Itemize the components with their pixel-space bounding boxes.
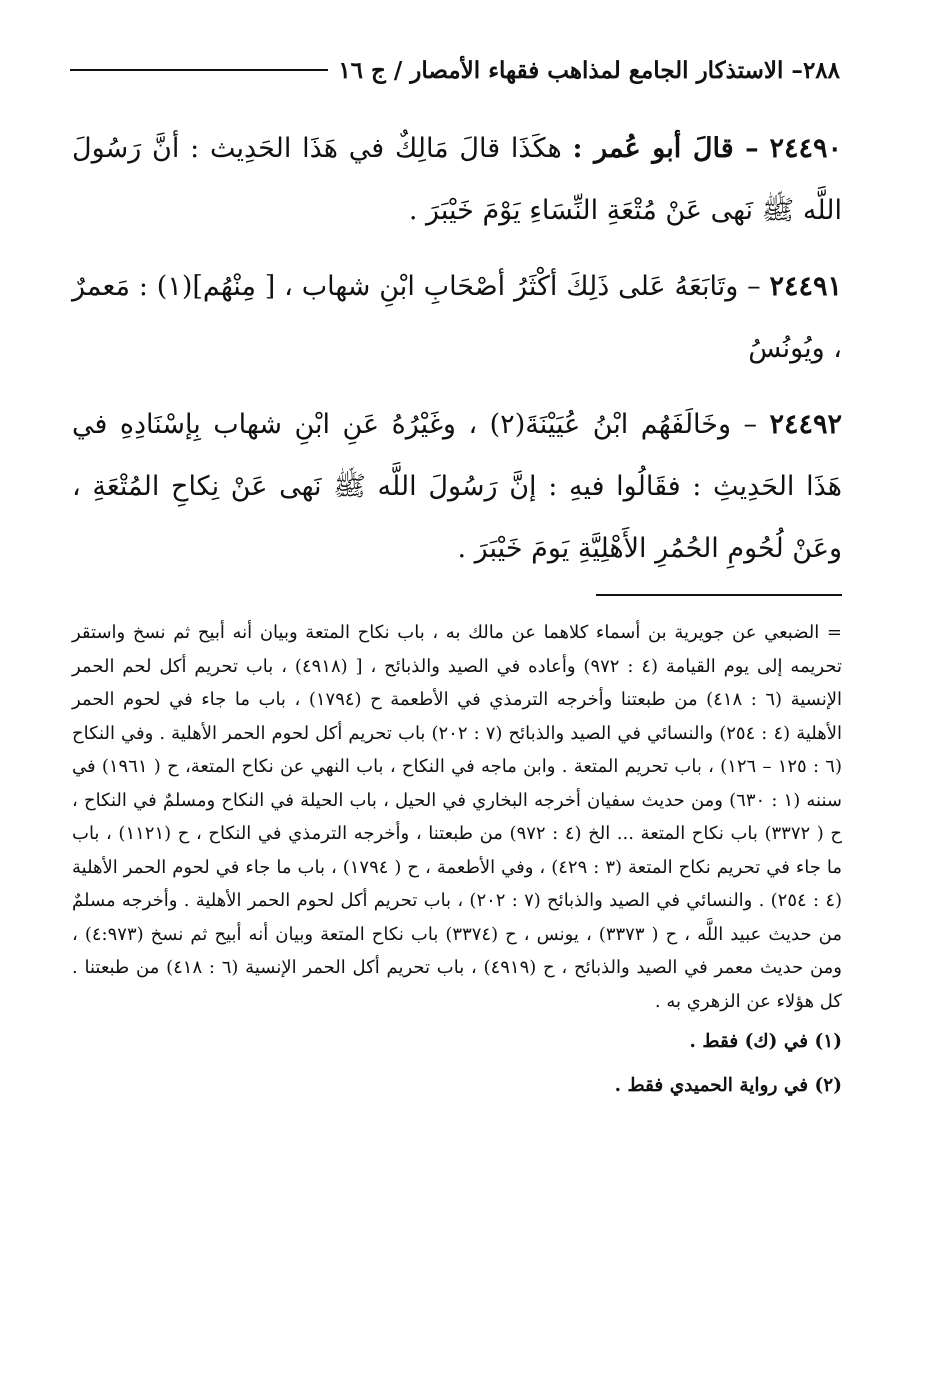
header-page-number: ٢٨٨ (802, 56, 840, 84)
header-rule (70, 69, 328, 71)
paragraph-number: ٢٤٤٩٠ (769, 133, 842, 164)
running-header (70, 48, 840, 92)
paragraph-number: ٢٤٤٩٢ (769, 409, 842, 440)
footnote-continuation: = الضبعي عن جويرية بن أسماء كلاهما عن مالك به ، باب نكاح المتعة وبيان أنه أبيح ثم نسخ واستقر تحريمه إلى يوم القيامة (٤ : ٩٧٢) وأعاده في الصيد والذبائح ، [ (٤٩١٨) ، باب تحريم أكل لحم الحمر الإنسية (٦ : ٤١٨) من طبعتنا وأخرجه الترمذي في الأطعمة ح (١٧٩٤) ، باب ما جاء في لحوم الحمر الأهلية (٤ : ٢٥٤) والنسائي في الصيد والذبائح (٧ : ٢٠٢) باب تحريم أكل لحوم الحمر الأهلية . وفي النكاح (٦ : ١٢٥ – ١٢٦) ، باب تحريم المتعة . وابن ماجه في النكاح ، باب النهي عن نكاح المتعة، ح ( ١٩٦١) في سننه (١ : ٦٣٠) ومن حديث سفيان أخرجه البخاري في الحيل ، باب الحيلة في النكاح ومسلمٌ في النكاح ، ح ( ٣٣٧٢) باب نكاح المتعة ... الخ (٤ : ٩٧٢) من طبعتنا ، وأخرجه الترمذي في النكاح ، ح (١١٢١) ، باب ما جاء في تحريم نكاح المتعة (٣ : ٤٢٩) ، وفي الأطعمة ، ح ( ١٧٩٤) ، باب ما جاء في لحوم الحمر الأهلية (٤ : ٢٥٤) . والنسائي في الصيد والذبائح (٧ : ٢٠٢) ، باب تحريم أكل لحوم الحمر الأهلية . وأخرجه مسلمٌ من حديث عبيد اللَّه ، ح ( ٣٣٧٣) ، يونس ، ح (٣٣٧٤) باب نكاح المتعة وبيان أنه أبيح ثم نسخ (٤:٩٧٣) ، ومن حديث معمر في الصيد والذبائح ، ح (٤٩١٩) ، باب تحريم أكل الحمر الإنسية (٦ : ٤١٨) من طبعتنا . كل هؤلاء عن الزهري به . (72, 622, 843, 1012)
header-title: – الاستذكار الجامع لمذاهب فقهاء الأمصار / ج ١٦ (338, 56, 803, 84)
paragraph-text: – وتَابَعَهُ عَلى ذَلِكَ أكْثَرُ أصْحَابِ ابْنِ شهاب ، [ مِنْهُم](١) : مَعمرٌ ، ويُونُسُ (72, 271, 842, 364)
paragraph-number: ٢٤٤٩١ (769, 271, 842, 302)
footnote-2: (٢) في رواية الحميدي فقط . (614, 1075, 842, 1096)
footnote-separator (596, 594, 842, 596)
paragraph (72, 118, 842, 242)
paragraph-lead: – قالَ أبو عُمر : (572, 133, 759, 164)
paragraph (72, 394, 842, 580)
footnote-1: (١) في (ك) فقط . (689, 1031, 842, 1052)
main-text (72, 118, 842, 594)
footnotes (72, 616, 842, 1106)
paragraph (72, 256, 842, 380)
paragraph-text: – وخَالَفَهُم ابْنُ عُيَيْنَةَ(٢) ، وغَيْرُهُ عَنِ ابْنِ شهاب بِإسْنَادِهِ في هَذَا الحَدِيثِ : فقَالُوا فيهِ : إنَّ رَسُولَ اللَّه ﷺ نَهى عَنْ نِكاحِ المُتْعَةِ ، وعَنْ لُحُومِ الحُمُرِ الأَهْلِيَّةِ يَومَ خَيْبَرَ . (72, 409, 842, 564)
paragraph-text: هكَذَا قالَ مَالِكٌ في هَذَا الحَدِيث : أنَّ رَسُولَ اللَّه ﷺ نَهى عَنْ مُتْعَةِ النِّسَاءِ يَوْمَ خَيْبَرَ . (72, 133, 842, 226)
